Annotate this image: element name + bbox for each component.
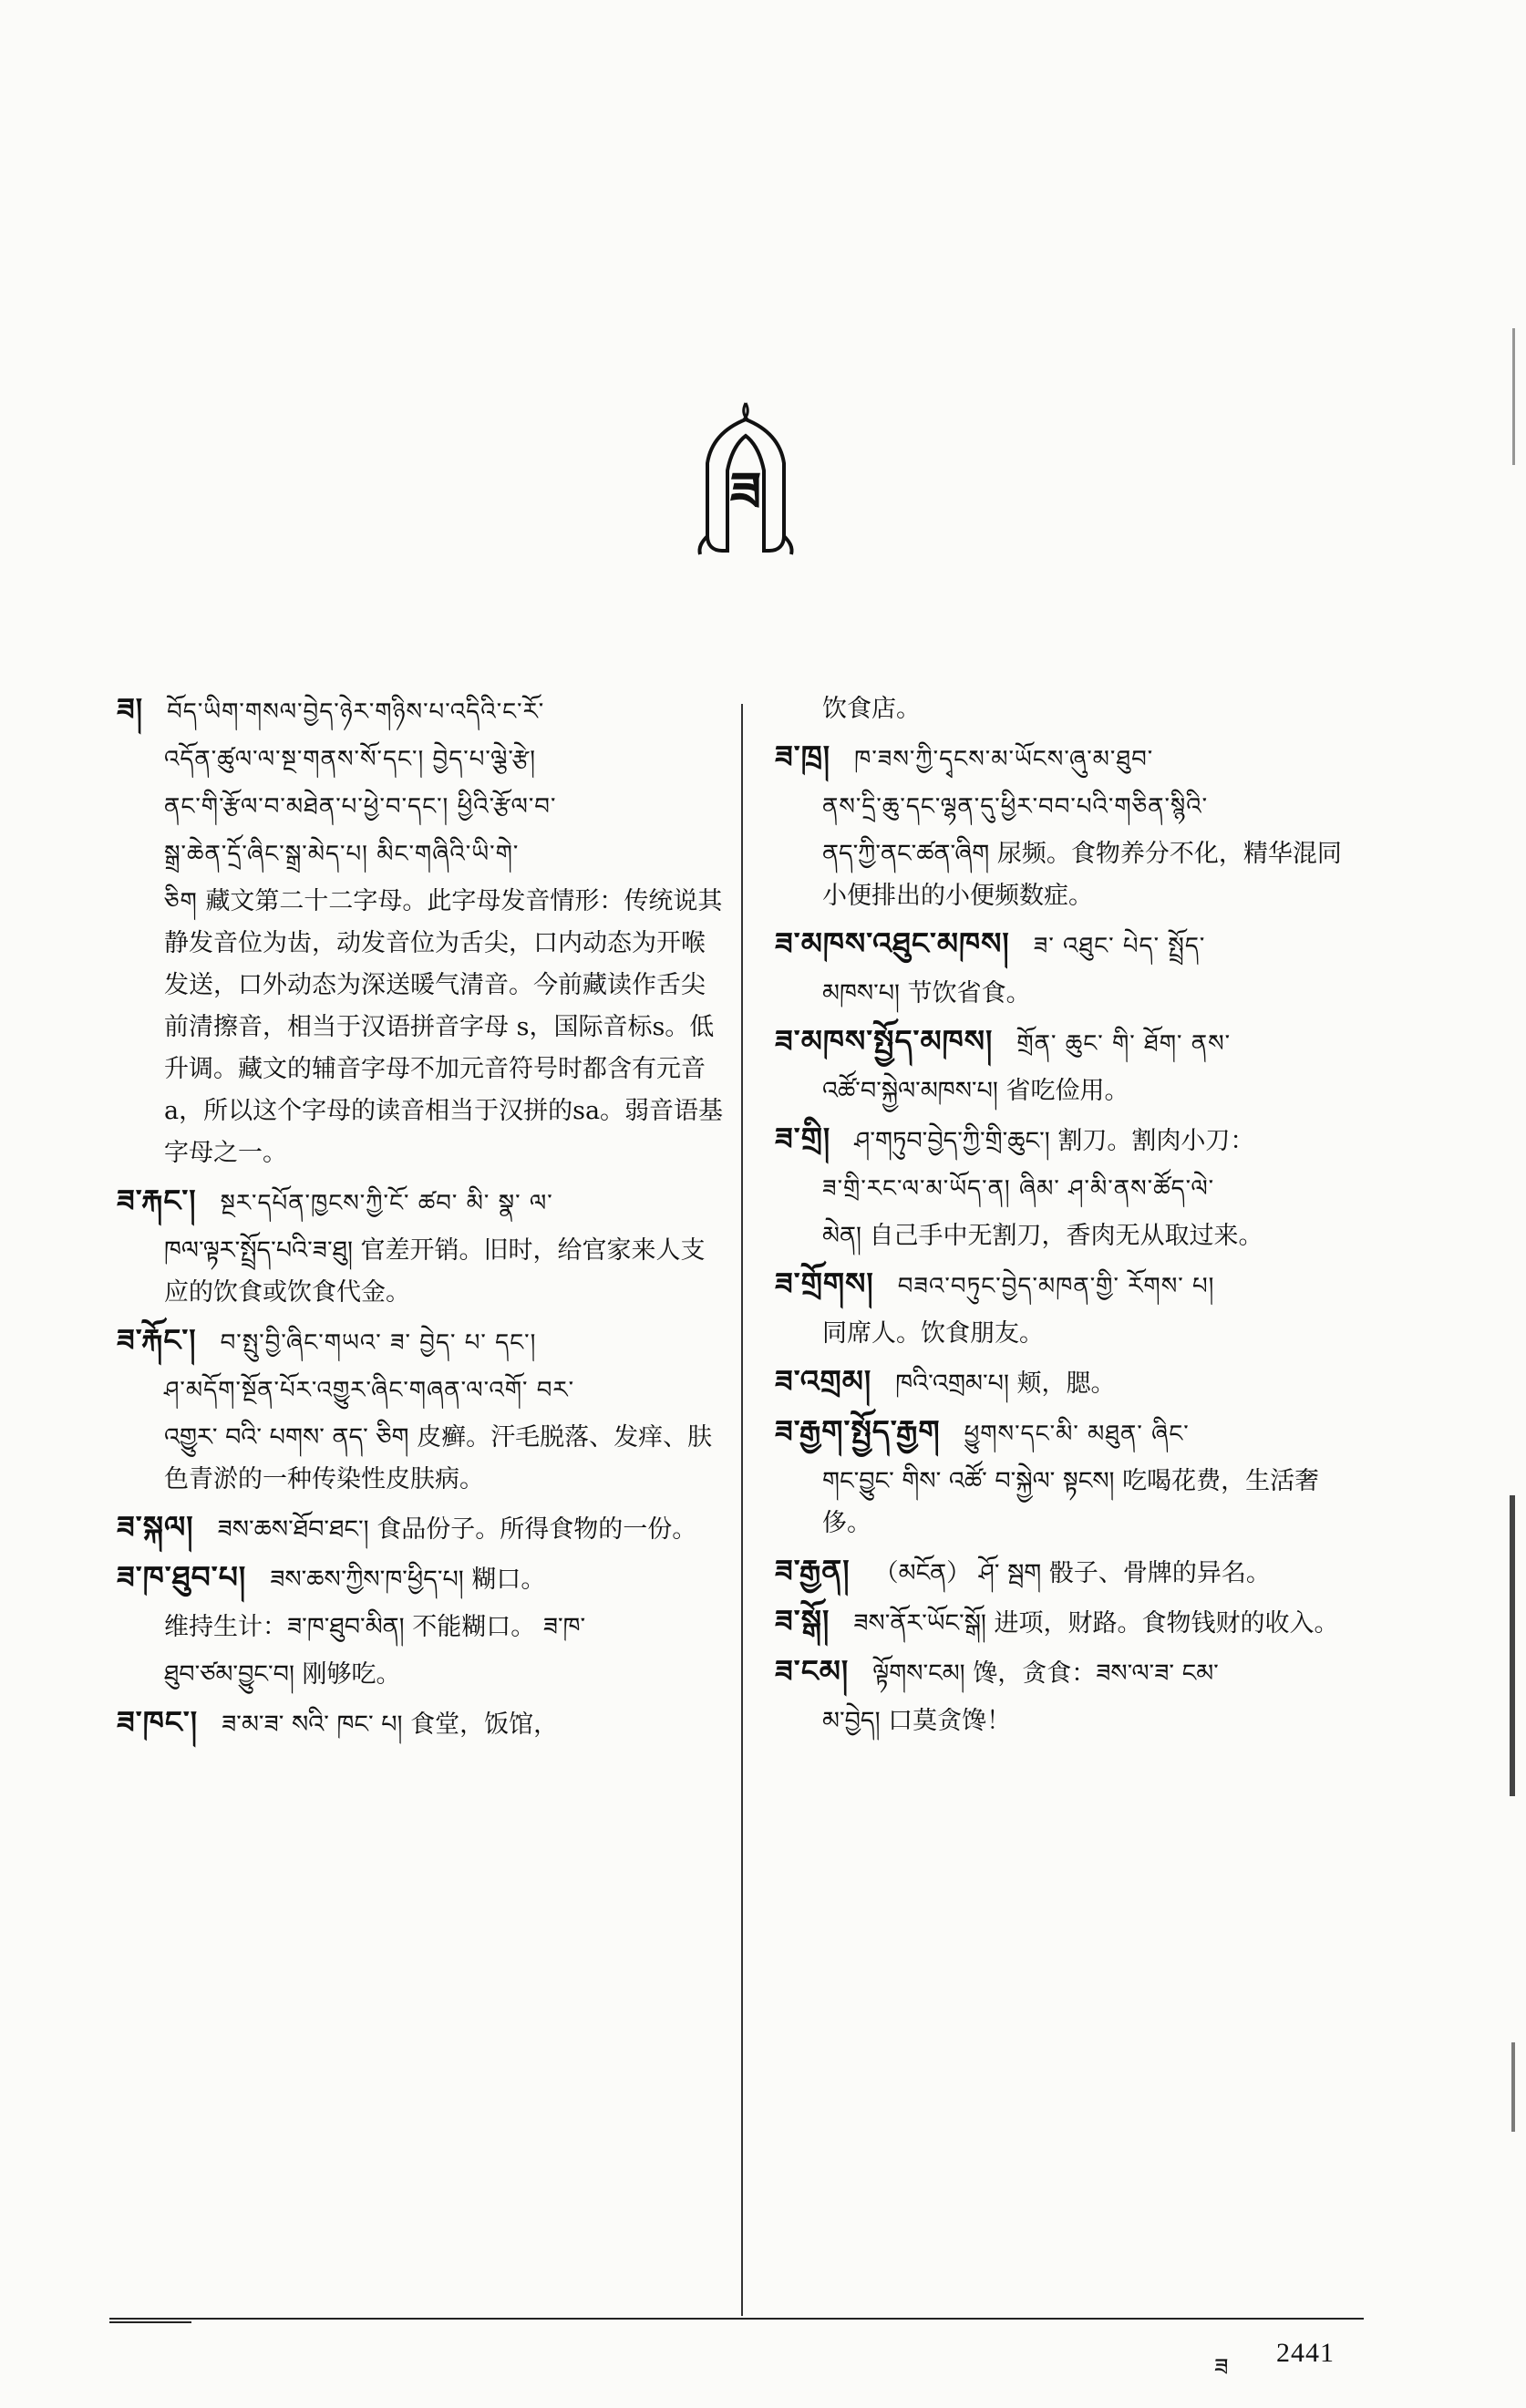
definition-line: འདོན་ཚུལ་ལ་སྔ་གནས་སོ་དང་། བྱེད་པ་ལྕེ་རྩེ། [164, 746, 537, 773]
dictionary-entry [117, 1180, 727, 1225]
dictionary-entry [117, 1701, 727, 1746]
definition-line: མ་བྱེད། 口莫贪馋！ [822, 1707, 1012, 1735]
scan-edge-mark [1512, 328, 1515, 465]
definition-line: ཁལ་ལྟར་སྤྲོད་པའི་ཟ་ཐུ། 官差开销。旧时，给官家来人支应的饮食或饮食代金。 [164, 1236, 706, 1307]
definition-line: ཁའི་འགྲམ་པ། 颊，腮。 [895, 1369, 1116, 1398]
dictionary-entry [775, 923, 1358, 967]
headword: ཟ་སྒོ། [775, 1603, 830, 1638]
definition-line: ཤ་གཏུབ་བྱེད་ཀྱི་གྲི་ཆུང་། 割刀。割肉小刀： [854, 1127, 1255, 1155]
headword: ཟ་རྐོང་། [117, 1322, 197, 1358]
headword: ཟ་ཁང་། [117, 1704, 199, 1740]
dictionary-entry [117, 688, 727, 733]
headword: ཟ་གྲོགས། [775, 1266, 874, 1301]
definition-line: ཟ་གྲི་རང་ལ་མ་ཡོད་ན། ཞིམ་ ཤ་མི་ནས་ཚོད་ལེ་ [822, 1175, 1215, 1203]
definition-line: གང་བྱུང་ གིས་ འཚོ་ བ་སྐྱེལ་ སྟངས། 吃喝花费，生活奢侈。 [822, 1467, 1320, 1537]
definition-line: གྲོན་ ཆུང་ གི་ ཐོག་ ནས་ [1016, 1030, 1232, 1058]
definition-line: 维持生计：ཟ་ཁ་ཐུབ་མིན། 不能糊口。 ཟ་ཁ་ [164, 1613, 586, 1641]
definition-line: ཕྱུགས་དང་མི་ མཐུན་ ཞིང་ [964, 1421, 1190, 1448]
definition-line: ཐུབ་ཙམ་བྱུང་བ། 刚够吃。 [164, 1660, 401, 1689]
footer-rule [109, 2318, 1364, 2320]
definition-line: སྔར་དཔོན་ཁྱངས་ཀྱི་ངོ་ ཚབ་ མི་ སྣ་ ལ་ [220, 1190, 553, 1217]
definition-line: ཟ་ འཐུང་ པེད་ སྤྲོད་ [1033, 933, 1206, 960]
dictionary-entry [117, 1319, 727, 1364]
headword: ཟ་ཁྲ། [775, 739, 831, 774]
dictionary-entry [775, 1263, 1358, 1307]
definition-line: མཁས་པ། 节饮省食。 [822, 979, 1031, 1008]
headword: ཟ་ངམ། [775, 1653, 850, 1689]
definition-line: ཟས་ནོར་ཡོང་སྒོ། 进项，财路。食物钱财的收入。 [853, 1609, 1339, 1638]
definition-line: ཟས་ཆས་ཀྱིས་ཁ་ཕྱིད་པ། 糊口。 [270, 1566, 546, 1594]
dictionary-entry [775, 1411, 1358, 1455]
definition-block [117, 881, 727, 1174]
dictionary-entry [775, 736, 1358, 780]
headword: ཟ་སྐལ། [117, 1509, 194, 1545]
definition-line: ཟ་མ་ཟ་ སའི་ ཁང་ པ། 食堂，饭馆， [222, 1710, 559, 1739]
definition-line: བ་སྤུ་བྱི་ཞིང་གཡའ་ ཟ་ བྱེད་ པ་ དང་། [220, 1329, 537, 1357]
chinese-gloss: 藏文第二十二字母。此字母发音情形：传统说其静发音位为齿，动发音位为舌尖，口内动态为开喉发送，口外动态为深送暖气清音。今前藏读作舌尖前清擦音，相当于汉语拼音字母 s，国际音标s。低升调。藏文的辅音字母不加元音符号时都含有元音a，所以这个字母的读音相当于汉拼的sa。弱音语基字母之一。 [164, 887, 724, 1167]
scan-edge-mark [1511, 2042, 1515, 2132]
scan-edge-mark [1510, 1495, 1515, 1796]
definition-line: ཁ་ཟས་ཀྱི་དྭངས་མ་ཡོངས་ཞུ་མ་ཐུབ་ [854, 746, 1154, 773]
definition-line: མེན། 自己手中无割刀，香肉无从取过来。 [822, 1222, 1263, 1250]
page-number: 2441 [1276, 2338, 1335, 2368]
headword: ཟ་འགྲམ། [775, 1363, 872, 1399]
column-divider [741, 704, 743, 2316]
dictionary-entry [775, 1118, 1358, 1163]
definition-line: བཟའ་བཏུང་བྱེད་མཁན་གྱི་ རོགས་ པ། [897, 1273, 1215, 1300]
definition-line: （མངོན） ཤོ་ སྦག 骰子、骨牌的异名。 [873, 1559, 1271, 1587]
section-letter: ཟ [729, 460, 762, 522]
dictionary-entry [775, 1020, 1358, 1065]
definition-line: 饮食店。 [822, 695, 921, 723]
headword: ཟ་མཁས་འཐུང་མཁས། [775, 925, 1010, 961]
dictionary-entry [117, 1506, 727, 1551]
headword: ཟ། [117, 691, 144, 727]
section-emblem [691, 399, 800, 560]
definition-line: འཚོ་བ་སྐྱེལ་མཁས་པ། 省吃俭用。 [822, 1077, 1129, 1105]
dictionary-entry [775, 1550, 1358, 1595]
dictionary-entry [775, 1650, 1358, 1695]
headword: ཟ་རྒྱག་སྤྱོད་རྒྱག [775, 1413, 941, 1449]
definition-line: སྒྲ་ཆེན་དྲོ་ཞིང་སྒྲ་མེད་པ། མིང་གཞིའི་ཡི་གེ་ [164, 841, 520, 868]
definition-line: ལྟོགས་ངམ། 馋，贪食：ཟས་ལ་ཟ་ ངམ་ [872, 1659, 1219, 1688]
definition-line: འགྱུར་ བའི་ པགས་ ནད་ ཅིག 皮癣。汗毛脱落、发痒、肤色青淤的一种传染性皮肤病。 [164, 1423, 713, 1493]
headword: ཟ་རྒྱན། [775, 1553, 851, 1588]
headword: ཟ་མཁས་སྤྱོད་མཁས། [775, 1023, 994, 1059]
definition-line: ཤ་མདོག་སྔོན་པོར་འགྱུར་ཞིང་གཞན་ལ་འགོ་ བར་ [164, 1377, 575, 1404]
headword: ཟ་གྲི། [775, 1121, 831, 1156]
definition-line: ཟས་ཆས་ཐོབ་ཐང་། 食品份子。所得食物的一份。 [217, 1515, 697, 1544]
definition-line: ནད་ཀྱི་ནང་ཚན་ཞིག 尿频。食物养分不化，精华混同小便排出的小便频数症。 [822, 840, 1342, 910]
dictionary-entry [775, 1360, 1358, 1405]
left-column [117, 688, 727, 1752]
headword: ཟ་ཁ་ཐུབ་པ། [117, 1559, 247, 1595]
definition-line: ཅིག [164, 888, 198, 915]
running-head-letter: ཟ [1214, 2354, 1229, 2382]
definition-line: ནས་དྲི་ཆུ་དང་ལྷན་དུ་ཕྱིར་བབ་པའི་གཅིན་སྙིའི་ [822, 793, 1209, 821]
dictionary-entry [775, 1600, 1358, 1645]
dictionary-entry [117, 1556, 727, 1601]
footer-rule-accent [109, 2321, 191, 2323]
definition-line: 同席人。饮食朋友。 [822, 1319, 1044, 1348]
definition-line: བོད་ཡིག་གསལ་བྱེད་ཉེར་གཉིས་པ་འདིའི་ང་རོ་ [167, 698, 545, 726]
headword: ཟ་རྐང་། [117, 1183, 197, 1218]
definition-line: ནང་གི་རྩོལ་བ་མཐེན་པ་ཕྱེ་བ་དང་། ཕྱིའི་རྩོལ་བ་ [164, 793, 557, 821]
right-column [775, 688, 1358, 1748]
